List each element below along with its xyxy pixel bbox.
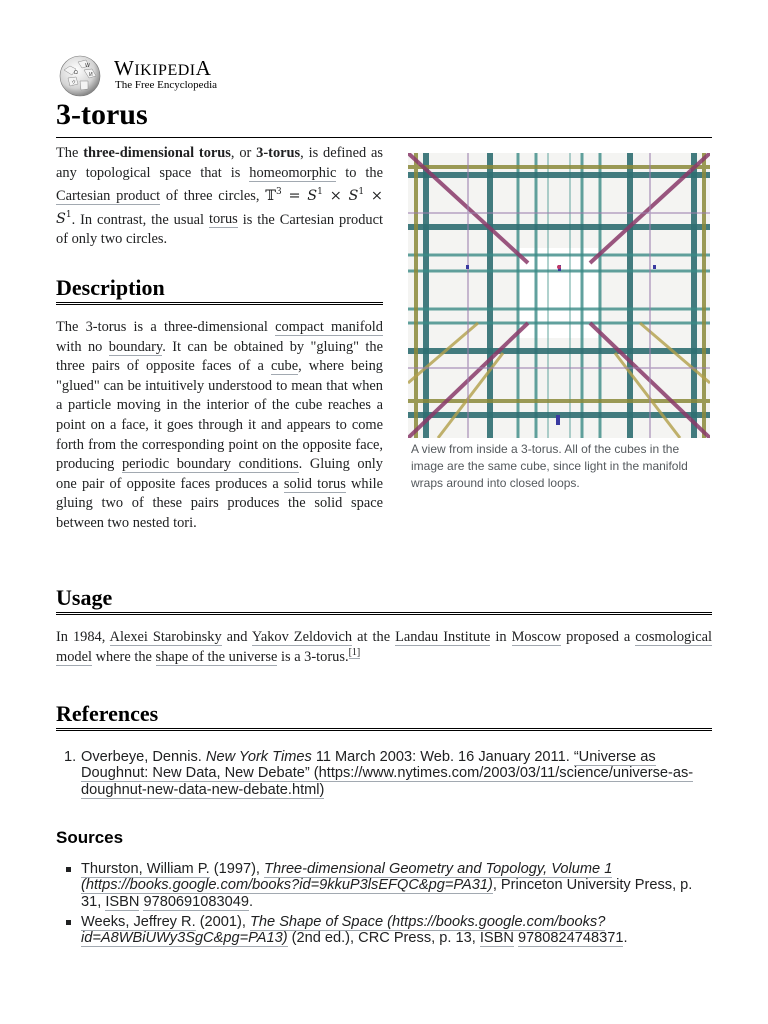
section-heading-references: References: [56, 701, 159, 726]
link-compact-manifold[interactable]: compact manifold: [275, 319, 383, 335]
figure-3-torus: [408, 153, 710, 492]
svg-text:И: И: [89, 72, 93, 78]
link-cube[interactable]: cube: [270, 358, 299, 375]
link-homeomorphic[interactable]: homeomorphic: [249, 164, 337, 181]
link-cartesian-product[interactable]: Cartesian product: [56, 187, 161, 204]
bullet-icon: [66, 867, 71, 872]
svg-text:W: W: [85, 63, 90, 69]
wikipedia-globe-icon: [56, 54, 106, 98]
link-landau-institute[interactable]: Landau Institute: [395, 629, 491, 645]
description-paragraph: The 3-torus is a three-dimensional compact manifold with no boundary. It can be obtained by "gluing" the three pairs of opposite faces of a cube, where being "glued" can be intuitively understood to mean that when a particle moving in the interior of the cube reaches a point on a face, it goes through it and appears to come forth from the corresponding point on the opposite face, producing periodic boundary conditions. Gluing only one pair of opposite faces produces a solid torus while gluing two of these pairs produces the solid space between two nested tori.: [56, 319, 384, 531]
section-heading-sources: Sources: [56, 828, 124, 847]
description-rule: [56, 302, 383, 305]
reference-item: 1. Overbeye, Dennis. New York Times 11 March 2003: Web. 16 January 2011. “Universe as Doughnut: New Data, New Debate” (https://www.nytimes.com/2003/03/11/science/universe-as-doughnut-new-data-new-debate.html): [64, 749, 694, 798]
reference-number: 1.: [64, 749, 77, 765]
link-periodic-boundary-conditions[interactable]: periodic boundary conditions: [121, 456, 299, 473]
source-title-link[interactable]: Three-dimensional Geometry and Topology, Volume 1 (https://books.google.com/books?id=9kkuP3lsEFQC&pg=PA31): [81, 861, 613, 894]
logo-tagline: The Free Encyclopedia: [115, 79, 218, 91]
figure-caption: A view from inside a 3-torus. All of the cubes in the image are the same cube, since light in the manifold wraps around into closed loops.: [411, 442, 688, 490]
usage-paragraph: In 1984, Alexei Starobinsky and Yakov Zeldovich at the Landau Institute in Moscow proposed a cosmological model where the shape of the universe is a 3-torus.[1]: [56, 629, 712, 665]
isbn-label-link[interactable]: ISBN: [105, 893, 140, 910]
link-shape-of-the-universe[interactable]: shape of the universe: [155, 648, 278, 665]
section-heading-description: Description: [56, 275, 165, 300]
section-heading-usage: Usage: [56, 585, 113, 610]
link-alexei-starobinsky[interactable]: Alexei Starobinsky: [109, 629, 222, 645]
intro-paragraph: The three-dimensional torus, or 3-torus, is defined as any topological space that is homeomorphic to the Cartesian product of three circles, 𝕋$^3$ = $S^1 \times S^1 \times S^1$. In contrast, the usual torus is the Cartesian product of only two circles.: [56, 145, 383, 247]
isbn-number-link[interactable]: 9780691083049: [143, 893, 249, 910]
link-boundary[interactable]: boundary: [108, 338, 163, 355]
link-cosmological-model[interactable]: cosmological model: [56, 629, 712, 665]
link-yakov-zeldovich[interactable]: Yakov Zeldovich: [251, 629, 353, 645]
svg-text:ウ: ウ: [71, 80, 77, 86]
title-rule: [56, 137, 712, 138]
source-author-link[interactable]: Thurston, William P.: [81, 861, 210, 877]
source-item: Weeks, Jeffrey R. (2001), The Shape of Space (https://books.google.com/books?id=A8WBiUWy3SgC&pg=PA13) (2nd ed.), CRC Press, p. 13, ISBN 9780824748371.: [56, 914, 712, 947]
reference-link-universe-as-doughnut[interactable]: “Universe as Doughnut: New Data, New Debate” (https://www.nytimes.com/2003/03/11/science/universe-as-doughnut-new-data-new-debate.html): [81, 749, 694, 798]
isbn-number-link[interactable]: 9780824748371: [517, 930, 624, 947]
usage-rule: [56, 612, 712, 615]
references-rule: [56, 728, 712, 731]
link-solid-torus[interactable]: solid torus: [283, 475, 346, 492]
page-title: 3-torus: [56, 98, 148, 131]
formula-3-torus: 𝕋$^3$ = $S^1 \times S^1 \times S^1$: [56, 187, 383, 228]
citation-1[interactable]: [1]: [348, 646, 361, 658]
wikipedia-logo[interactable]: [56, 54, 256, 96]
svg-text:Ω: Ω: [74, 70, 78, 76]
source-author-link[interactable]: Weeks, Jeffrey R.: [81, 914, 196, 930]
link-moscow[interactable]: Moscow: [511, 629, 562, 645]
link-torus[interactable]: torus: [208, 211, 238, 228]
3-torus-view-image[interactable]: [408, 153, 710, 438]
isbn-label-link[interactable]: ISBN: [479, 930, 514, 947]
source-title-link[interactable]: The Shape of Space (https://books.google.com/books?id=A8WBiUWy3SgC&pg=PA13): [81, 914, 606, 947]
bullet-icon: [66, 920, 71, 925]
logo-wordmark: WIKIPEDIA: [114, 56, 212, 80]
source-item: Thurston, William P. (1997), Three-dimensional Geometry and Topology, Volume 1 (https://books.google.com/books?id=9kkuP3lsEFQC&pg=PA31), Princeton University Press, p. 31, ISBN 9780691083049.: [56, 861, 712, 910]
